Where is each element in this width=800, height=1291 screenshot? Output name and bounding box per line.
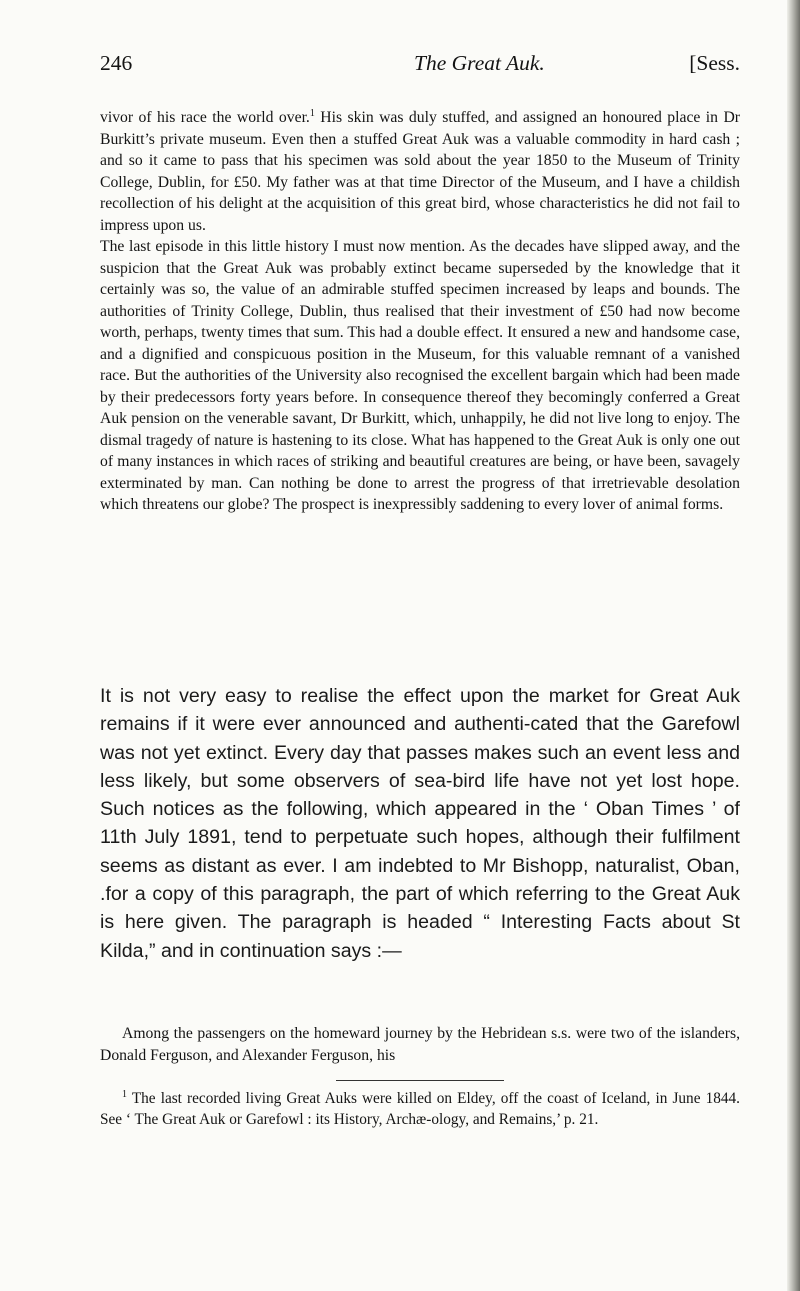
quotation (100, 1023, 740, 1066)
quotation-text: Among the passengers on the homeward journey by the Hebridean s.s. were two of the islanders, Donald Ferguson, and Alexander Ferguson, his (100, 1025, 740, 1064)
book-spine-edge (787, 0, 800, 1291)
footnote-line (100, 1088, 740, 1130)
footnote-marker: 1 (122, 1088, 127, 1100)
footnote-text: The last recorded living Great Auks were killed on Eldey, off the coast of Iceland, in June 1844. See ‘ The Great Auk or Garefowl : its History, Archæ-ology, and Remains,’ p. 21. (100, 1090, 740, 1128)
page-number: 246 (100, 51, 133, 75)
body-text (100, 107, 740, 516)
paragraph-1 (100, 107, 740, 236)
paragraph-1-start: vivor of his race the world over. (100, 109, 310, 126)
footnote-divider (336, 1080, 504, 1081)
paragraph-3: It is not very easy to realise the effect upon the market for Great Auk remains if it were ever announced and authenti-cated that the Garefowl was not yet extinct. Every day that passes makes such an event less and less likely, but some observers of sea-bird life have not yet lost hope. Such notices as the following, which appeared in the ‘ Oban Times ’ of 11th July 1891, tend to perpetuate such hopes, although their fulfilment seems as distant as ever. I am indebted to Mr Bishopp, naturalist, Oban, .for a copy of this paragraph, the part of which referring to the Great Auk is here given. The paragraph is headed “ Interesting Facts about St Kilda,” and in continuation says :— (100, 685, 740, 962)
paragraph-1-rest: His skin was duly stuffed, and assigned an honoured place in Dr Burkitt’s private museum. Even then a stuffed Great Auk was a valuable commodity in hard cash ; and so it came to pass that his specimen was sold about the year 1850 to the Museum of Trinity College, Dublin, for £50. My father was at that time Director of the Museum, and I have a childish recollection of his delight at the acquisition of this great bird, whose characteristics he did not fail to impress upon us. (100, 109, 740, 234)
footnote (100, 1088, 740, 1130)
running-title: The Great Auk. (414, 51, 545, 75)
section-label: [Sess. (689, 51, 740, 75)
paragraph-2: The last episode in this little history I must now mention. As the decades have slipped away, and the suspicion that the Great Auk was probably extinct became superseded by the knowledge that it certainly was so, the value of an admirable stuffed specimen increased by leaps and bounds. The authorities of Trinity College, Dublin, thus realised that their investment of £50 had now become worth, perhaps, twenty times that sum. This had a double effect. It ensured a new and handsome case, and a dignified and conspicuous position in the Museum, for this valuable remnant of a vanished race. But the authorities of the University also recognised the excellent bargain which had been made by their predecessors forty years before. In consequence thereof they becomingly conferred a Great Auk pension on the venerable savant, Dr Burkitt, which, unhappily, he did not live long to enjoy. The dismal tragedy of nature is hastening to its close. What has happened to the Great Auk is only one out of many instances in which races of striking and beautiful creatures are being, or have been, savagely exterminated by man. Can nothing be done to arrest the progress of that irretrievable desolation which threatens our globe? The prospect is inexpressibly saddening to every lover of animal forms. (100, 238, 740, 513)
footnote-reference: 1 (309, 107, 315, 119)
page-header (100, 51, 740, 91)
